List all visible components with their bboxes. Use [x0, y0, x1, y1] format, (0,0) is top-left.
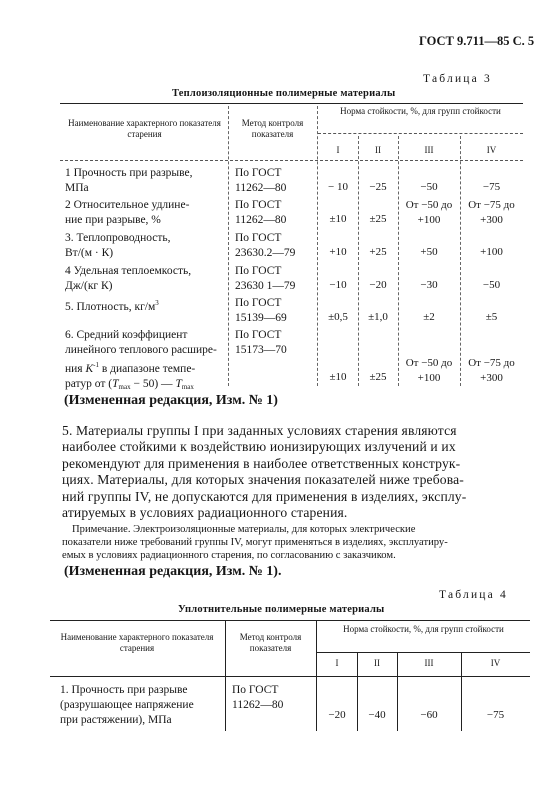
amendment-note: (Измененная редакция, Изм. № 1) — [64, 393, 278, 408]
table4-group-i: I — [335, 658, 339, 668]
paragraph-5: 5. Материалы группы I при заданных условиях старения являются наиболее стойкими к воздействию ионизирующих излучений и их рекомендуют для применения в наиболее ответственных конструк- циях. Материалы, для которых значения показателей ниже требова- ний группы IV, не допускаются для применения в изделиях, эксплу- атируемых в условиях радиационного старения. — [62, 423, 467, 521]
page-header: ГОСТ 9.711—85 С. 5 — [419, 34, 535, 48]
table3-row6-ii: ±25 — [369, 371, 387, 383]
table3-divider — [228, 106, 229, 386]
table3-row2-i: ±10 — [329, 213, 347, 225]
table4-header-rule — [50, 676, 530, 677]
table3-row3-method: По ГОСТ 23630.2—79 — [235, 232, 296, 259]
table4-header-norm: Норма стойкости, %, для групп стойкости — [343, 624, 504, 634]
table4-row1-method: По ГОСТ 11262—80 — [232, 684, 284, 711]
table3-row3-iii: +50 — [420, 246, 438, 258]
table3-row4-name: 4 Удельная теплоемкость, Дж/(кг К) — [65, 265, 192, 292]
table4-row1-iii: −60 — [420, 709, 438, 721]
amendment-note: (Измененная редакция, Изм. № 1). — [64, 564, 282, 579]
table4-row1-i: −20 — [328, 709, 346, 721]
table3-row5-ii: ±1,0 — [368, 311, 388, 323]
table3-row4-iii: −30 — [420, 279, 438, 291]
table3-row1-method: По ГОСТ 11262—80 — [235, 167, 287, 194]
table3-group-iv: IV — [486, 145, 497, 155]
table3-divider — [460, 136, 461, 386]
table3-row1-ii: −25 — [369, 181, 387, 193]
table4-header-method: Метод контроля показателя — [239, 632, 302, 653]
table3-label: Таблица 3 — [423, 73, 492, 85]
table3-header-rule — [60, 160, 523, 161]
table3-row6-i: ±10 — [329, 371, 347, 383]
table3-row4-ii: −20 — [369, 279, 387, 291]
table4-group-ii: II — [374, 658, 380, 668]
table3-group-iii: III — [424, 145, 434, 155]
table4-row1-name: 1. Прочность при разрыве (разрушающее напряжение при растяжении), МПа — [60, 684, 194, 726]
table3-row6-method: По ГОСТ 15173—70 — [235, 329, 287, 356]
table3-group-ii: II — [375, 145, 381, 155]
table3-row5-iii: ±2 — [423, 311, 435, 323]
table3-divider — [398, 136, 399, 386]
table3-norm-rule — [318, 133, 523, 134]
table4-group-iv: IV — [490, 658, 501, 668]
table3-row3-ii: +25 — [369, 246, 387, 258]
table3-row5-method: По ГОСТ 15139—69 — [235, 297, 287, 324]
table4-header-name: Наименование характерного показателя старения — [60, 632, 214, 653]
table3-row5-name: 5. Плотность, $кг/м^3$ — [65, 299, 159, 313]
table3-row2-ii: ±25 — [369, 213, 387, 225]
table3-row3-iv: +100 — [480, 246, 503, 258]
density-superscript: 3 — [155, 299, 159, 307]
table3-row3-name: 3. Теплопроводность, Вт/(м · К) — [65, 232, 171, 259]
k-superscript: -1 — [93, 361, 99, 369]
table3-row1-iii: −50 — [420, 181, 438, 193]
table4-row1-iv: −75 — [486, 709, 505, 721]
table3-group-i: I — [336, 145, 340, 155]
table3-row1-name: 1 Прочность при разрыве, МПа — [65, 167, 193, 194]
table4-top-rule — [50, 620, 530, 621]
table3-header-norm: Норма стойкости, %, для групп стойкости — [340, 106, 501, 116]
table3-row2-iv: От −75 до +300 — [468, 199, 515, 226]
table3-row6-iv: От −75 до +300 — [468, 357, 515, 384]
table3-row5-i: ±0,5 — [328, 311, 348, 323]
table3-row2-method: По ГОСТ 11262—80 — [235, 199, 287, 226]
table3-row2-name: 2 Относительное удлине- ние при разрыве, % — [65, 199, 190, 226]
table4-row1-ii: −40 — [368, 709, 386, 721]
table4-label: Таблица 4 — [439, 589, 508, 601]
table3-row2-iii: От −50 до +100 — [405, 199, 453, 226]
table3-row1-iv: −75 — [482, 181, 501, 193]
table3-header-method: Метод контроля показателя — [241, 118, 304, 139]
table3-row6-name: 6. Средний коэффициент линейного теплового расшире- ния $K^{-1}$ в диапазоне темпе- ратур от $(T_{max} - 50)$ — $T_{max}$ — [65, 329, 217, 391]
table3-row4-iv: −50 — [482, 279, 501, 291]
table3-row5-iv: ±5 — [485, 311, 498, 323]
table3-row4-i: −10 — [329, 279, 347, 291]
table4-norm-rule — [317, 652, 530, 653]
table3-row1-i: − 10 — [328, 181, 348, 193]
table3-header-name: Наименование характерного показателя старения — [68, 118, 221, 139]
note: Примечание. Электроизоляционные материалы, для которых электрические показатели ниже требований группы IV, могут применяться в изделиях, эксплуатиру- емых в условиях радиационного старения, по согласованию с заказчиком. — [62, 524, 448, 561]
table3-row6-iii: От −50 до +100 — [405, 357, 453, 384]
table4-divider — [225, 621, 226, 731]
table3-row3-i: +10 — [329, 246, 347, 258]
table4-group-iii: III — [424, 658, 434, 668]
table3-top-rule — [60, 103, 523, 104]
table3-divider — [358, 136, 359, 386]
table4-title: Уплотнительные полимерные материалы — [178, 604, 385, 615]
table3-title: Теплоизоляционные полимерные материалы — [172, 88, 396, 99]
table3-row4-method: По ГОСТ 23630 1—79 — [235, 265, 296, 292]
